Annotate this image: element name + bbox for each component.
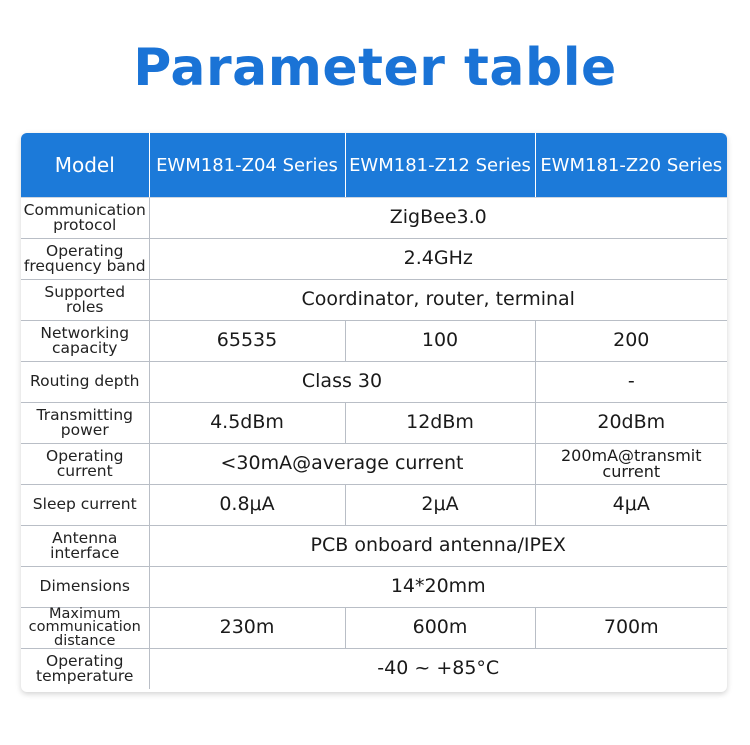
value-frequency-band: 2.4GHz [149,239,727,280]
row-label-max-distance: Maximum communication distance [21,608,149,649]
table-row [21,649,727,690]
value-operating-temperature: -40 ~ +85°C [149,649,727,690]
value-power-z12: 12dBm [345,403,535,444]
value-power-z04: 4.5dBm [149,403,345,444]
value-supported-roles: Coordinator, router, terminal [149,280,727,321]
parameter-table [21,133,727,692]
table-row [21,526,727,567]
value-capacity-z20: 200 [535,321,727,362]
header-z04: EWM181-Z04 Series [149,133,345,198]
row-label-networking-capacity: Networking capacity [21,321,149,362]
row-label-communication-protocol: Communication protocol [21,198,149,239]
table-row [21,403,727,444]
table-row [21,362,727,403]
table-row [21,321,727,362]
value-distance-z12: 600m [345,608,535,649]
row-label-supported-roles: Supported roles [21,280,149,321]
table-row [21,608,727,649]
header-model: Model [21,133,149,198]
table-row [21,239,727,280]
row-label-transmitting-power: Transmitting power [21,403,149,444]
value-dimensions: 14*20mm [149,567,727,608]
row-label-dimensions: Dimensions [21,567,149,608]
table-row [21,567,727,608]
table-row [21,198,727,239]
value-distance-z20: 700m [535,608,727,649]
table-header-row [21,133,727,198]
row-label-routing-depth: Routing depth [21,362,149,403]
value-sleep-z12: 2μA [345,485,535,526]
value-communication-protocol: ZigBee3.0 [149,198,727,239]
header-z12: EWM181-Z12 Series [345,133,535,198]
value-routing-depth-z04-z12: Class 30 [149,362,535,403]
table-row [21,444,727,485]
table-row [21,485,727,526]
value-capacity-z12: 100 [345,321,535,362]
value-current-z20: 200mA@transmit current [535,444,727,485]
value-capacity-z04: 65535 [149,321,345,362]
row-label-sleep-current: Sleep current [21,485,149,526]
page-title: Parameter table [133,38,617,98]
row-label-frequency-band: Operating frequency band [21,239,149,280]
value-sleep-z20: 4μA [535,485,727,526]
header-z20: EWM181-Z20 Series [535,133,727,198]
value-current-z04-z12: <30mA@average current [149,444,535,485]
row-label-operating-current: Operating current [21,444,149,485]
table-row [21,280,727,321]
value-sleep-z04: 0.8μA [149,485,345,526]
row-label-antenna-interface: Antenna interface [21,526,149,567]
value-routing-depth-z20: - [535,362,727,403]
value-antenna-interface: PCB onboard antenna/IPEX [149,526,727,567]
value-power-z20: 20dBm [535,403,727,444]
value-distance-z04: 230m [149,608,345,649]
row-label-operating-temperature: Operating temperature [21,649,149,690]
